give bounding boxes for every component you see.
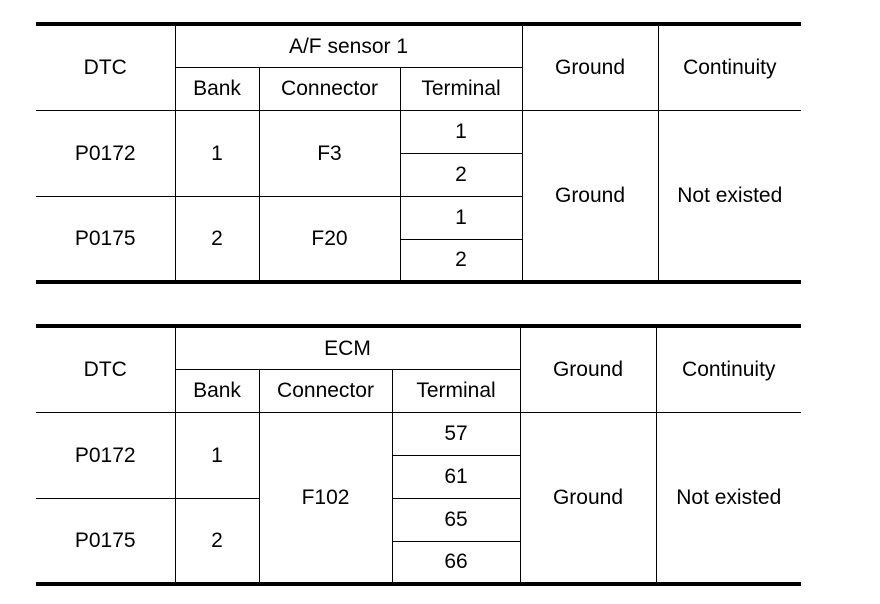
af-sensor-table — [36, 22, 801, 284]
terminal-header: Terminal — [400, 67, 522, 110]
dtc-header: DTC — [36, 326, 175, 412]
dtc-header: DTC — [36, 24, 175, 110]
continuity-header: Continuity — [658, 24, 801, 110]
connector-cell: F3 — [259, 110, 400, 196]
bank-header: Bank — [175, 67, 259, 110]
connector-cell: F20 — [259, 196, 400, 282]
terminal-cell: 1 — [400, 110, 522, 153]
continuity-cell: Not existed — [656, 412, 801, 584]
ground-cell: Ground — [522, 110, 658, 282]
ground-header: Ground — [520, 326, 656, 412]
ground-header: Ground — [522, 24, 658, 110]
connector-header: Connector — [259, 369, 392, 412]
dtc-cell: P0172 — [36, 412, 175, 498]
ecm-group-header: ECM — [175, 326, 520, 369]
terminal-header: Terminal — [392, 369, 520, 412]
terminal-cell: 65 — [392, 498, 520, 541]
af-sensor-group-header: A/F sensor 1 — [175, 24, 522, 67]
ground-cell: Ground — [520, 412, 656, 584]
dtc-cell: P0172 — [36, 110, 175, 196]
dtc-cell: P0175 — [36, 196, 175, 282]
terminal-cell: 1 — [400, 196, 522, 239]
bank-cell: 2 — [175, 498, 259, 584]
continuity-header: Continuity — [656, 326, 801, 412]
terminal-cell: 57 — [392, 412, 520, 455]
continuity-cell: Not existed — [658, 110, 801, 282]
bank-header: Bank — [175, 369, 259, 412]
terminal-cell: 66 — [392, 541, 520, 584]
terminal-cell: 2 — [400, 153, 522, 196]
bank-cell: 1 — [175, 110, 259, 196]
terminal-cell: 2 — [400, 239, 522, 282]
connector-cell: F102 — [259, 412, 392, 584]
bank-cell: 2 — [175, 196, 259, 282]
terminal-cell: 61 — [392, 455, 520, 498]
ecm-table — [36, 324, 801, 586]
connector-header: Connector — [259, 67, 400, 110]
dtc-cell: P0175 — [36, 498, 175, 584]
bank-cell: 1 — [175, 412, 259, 498]
